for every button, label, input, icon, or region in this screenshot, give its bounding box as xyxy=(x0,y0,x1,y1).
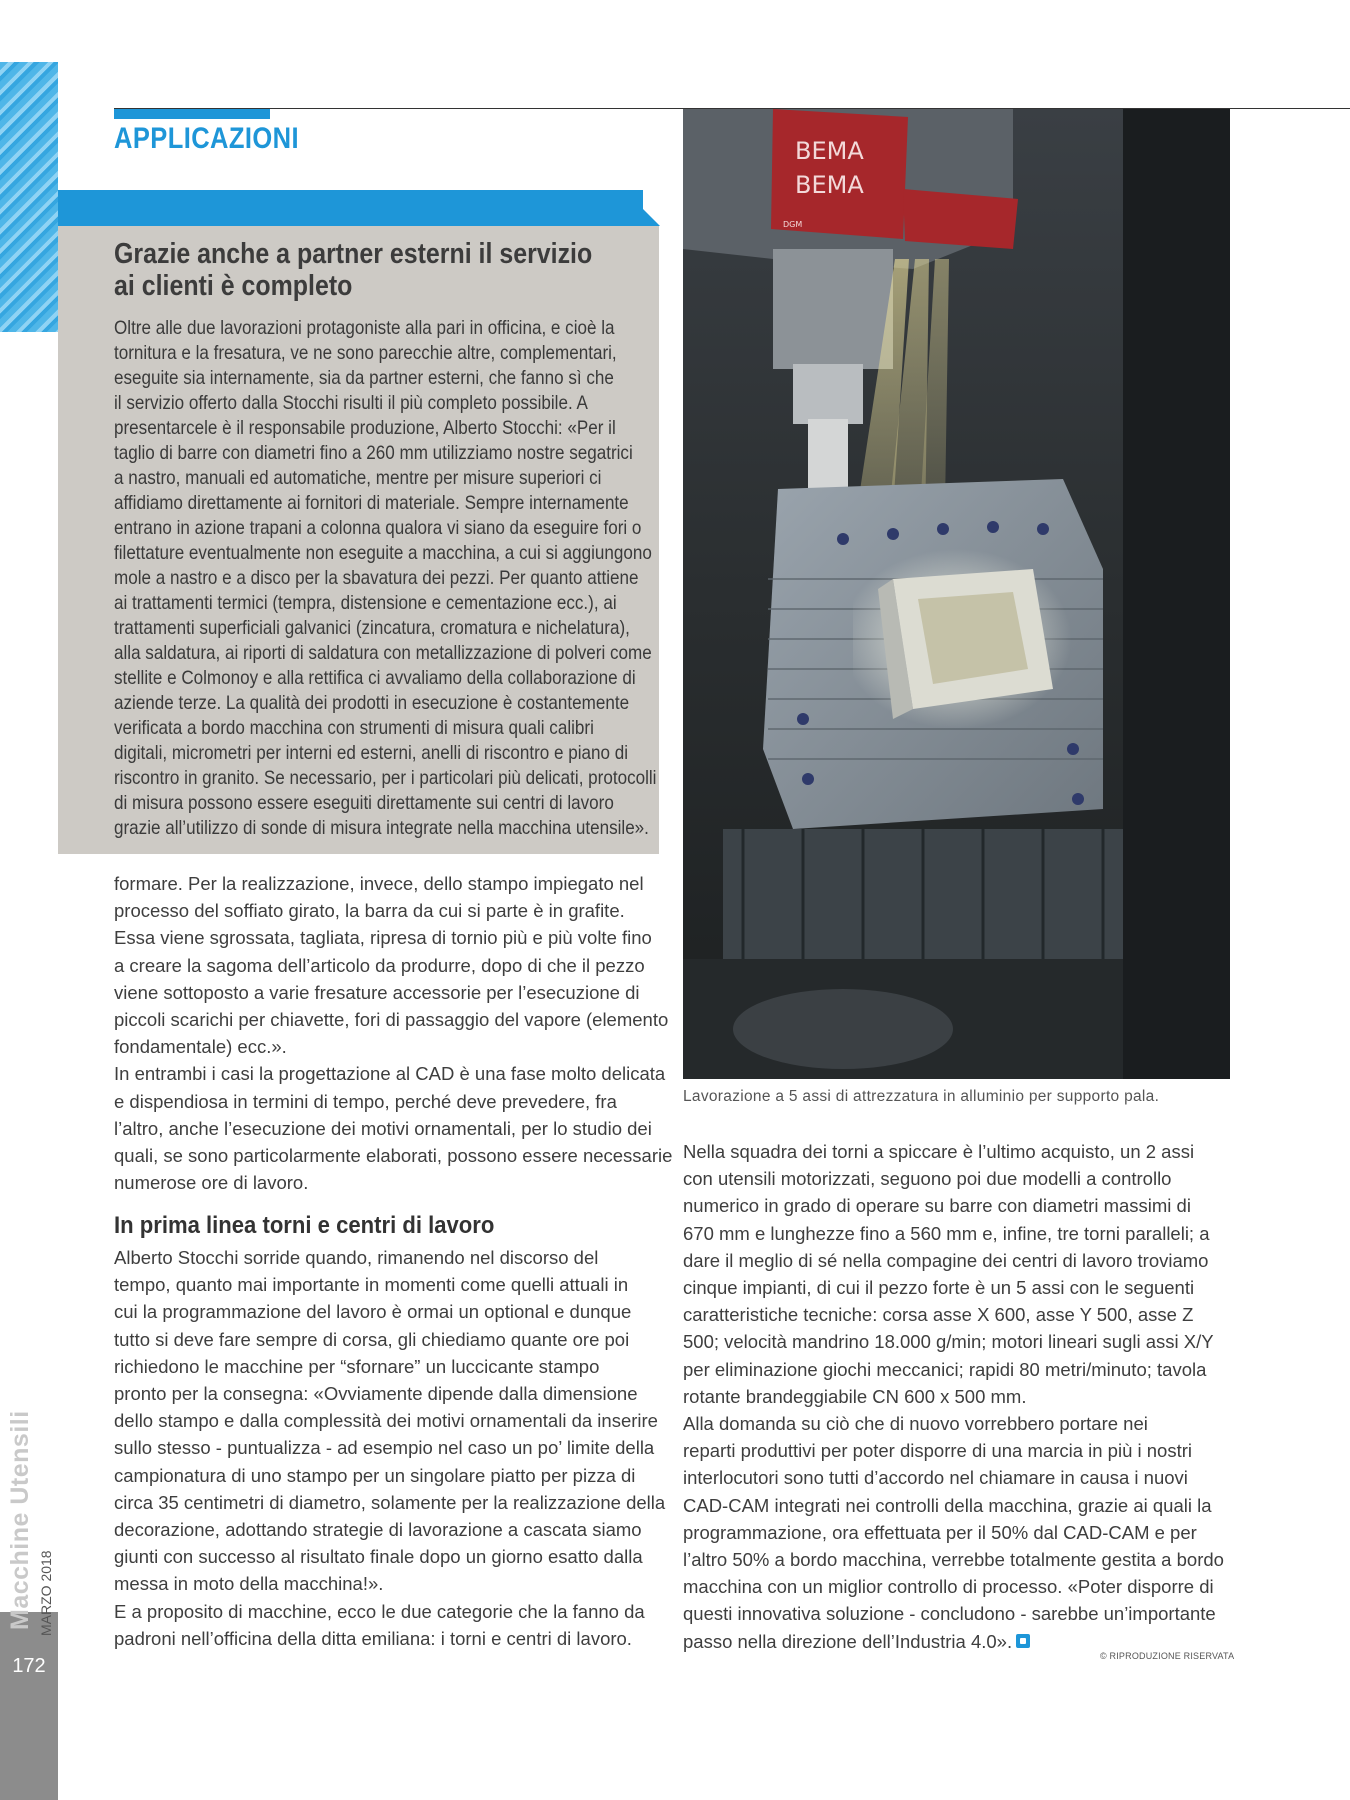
box-line: verificata a bordo macchina con strumenti di misura quali calibri xyxy=(114,717,594,739)
text-line: padroni nell’officina della ditta emiliana: i torni e centri di lavoro. xyxy=(114,1627,632,1649)
box-accent-band xyxy=(58,190,643,226)
text-line: messa in moto della macchina!». xyxy=(114,1573,384,1595)
box-line: alla saldatura, ai riporti di saldatura con metallizzazione di polveri come xyxy=(114,642,652,664)
text-line: 500; velocità mandrino 18.000 g/min; motori lineari sugli assi X/Y xyxy=(683,1331,1214,1353)
box-line: grazie all’utilizzo di sonde di misura integrate nella macchina utensile». xyxy=(114,817,649,839)
spine-decoration-blue xyxy=(0,62,58,332)
text-line: quali, se sono particolarmente elaborati, possono essere necessarie xyxy=(114,1145,673,1167)
text-line: cui la programmazione del lavoro è ormai un optional e dunque xyxy=(114,1301,632,1323)
box-line: filettature eventualmente non eseguite a macchina, a cui si aggiungono xyxy=(114,542,652,564)
text-line: numerico in grado di operare su barre con diametri massimi di xyxy=(683,1195,1191,1217)
box-line: tornitura e la fresatura, ve ne sono parecchie altre, complementari, xyxy=(114,342,617,364)
text-line: a creare la sagoma dell’articolo da produrre, dopo di che il pezzo xyxy=(114,954,645,976)
text-line: l’altro, anche l’esecuzione dei motivi ornamentali, per lo studio dei xyxy=(114,1117,652,1139)
section-label: APPLICAZIONI xyxy=(114,122,300,155)
box-line: a nastro, manuali ed automatiche, mentre per misure superiori ci xyxy=(114,467,602,489)
text-line: per eliminazione giochi meccanici; rapidi 80 metri/minuto; tavola xyxy=(683,1358,1207,1380)
box-line: il servizio offerto dalla Stocchi risulti il più completo possibile. A xyxy=(114,392,588,414)
text-line: Alla domanda su ciò che di nuovo vorrebbero portare nei xyxy=(683,1413,1148,1435)
text-line: rotante brandeggiabile CN 600 x 500 mm. xyxy=(683,1385,1027,1407)
text-line: fondamentale) ecc.». xyxy=(114,1036,287,1058)
text-line: cinque impianti, di cui il pezzo forte è un 5 assi con le seguenti xyxy=(683,1277,1195,1299)
section-bar xyxy=(114,109,270,119)
text-line: macchina con un miglior controllo di processo. «Poter disporre di xyxy=(683,1576,1214,1598)
text-line: l’altro 50% a bordo macchina, verrebbe totalmente gestita a bordo xyxy=(683,1549,1224,1571)
text-line: numerose ore di lavoro. xyxy=(114,1172,309,1194)
text-line: In entrambi i casi la progettazione al CAD è una fase molto delicata xyxy=(114,1063,666,1085)
text-line: E a proposito di macchine, ecco le due categorie che la fanno da xyxy=(114,1600,645,1622)
text-line: dello stampo e dalla complessità dei motivi ornamentali da inserire xyxy=(114,1410,658,1432)
box-line: stellite e Colmonoy e alla rettifica ci avvaliamo della collaborazione di xyxy=(114,667,636,689)
subheading: In prima linea torni e centri di lavoro xyxy=(114,1212,495,1239)
text-line: giunti con successo al risultato finale dopo un giorno esatto dalla xyxy=(114,1546,643,1568)
text-line: processo del soffiato girato, la barra da cui si parte è in grafite. xyxy=(114,900,625,922)
box-line: presentarcele è il responsabile produzione, Alberto Stocchi: «Per il xyxy=(114,417,616,439)
box-line: affidiamo direttamente ai fornitori di materiale. Sempre internamente xyxy=(114,492,629,514)
box-line: eseguite sia internamente, sia da partner esterni, che fanno sì che xyxy=(114,367,614,389)
left-column-bottom xyxy=(114,1244,664,1652)
box-line: riscontro in granito. Se necessario, per i particolari più delicati, protocolli xyxy=(114,767,657,789)
magazine-title: Macchine Utensili xyxy=(6,1410,34,1630)
box-line: mole a nastro e a disco per la sbavatura dei pezzi. Per quanto attiene xyxy=(114,567,639,589)
text-line: circa 35 centimetri di diametro, solamente per la realizzazione della xyxy=(114,1491,666,1513)
machining-photo-illustration xyxy=(683,109,1230,1079)
text-line: e dispendiosa in termini di tempo, perché deve prevedere, fra xyxy=(114,1090,617,1112)
left-column-top xyxy=(114,870,673,1196)
text-line: reparti produttivi per poter disporre di una marcia in più i nostri xyxy=(683,1440,1192,1462)
page-number-block xyxy=(0,1612,58,1800)
box-line: Oltre alle due lavorazioni protagoniste alla pari in officina, e cioè la xyxy=(114,317,615,339)
box-title xyxy=(114,238,630,302)
text-line: tempo, quanto mai importante in momenti come quelli attuali in xyxy=(114,1274,629,1296)
text-line: pronto per la consegna: «Ovviamente dipende dalla dimensione xyxy=(114,1383,638,1405)
right-column xyxy=(683,1138,1243,1655)
text-line: con utensili motorizzati, seguono poi due modelli a controllo xyxy=(683,1168,1172,1190)
box-line: entrano in azione trapani a colonna qualora vi siano da eseguire fori o xyxy=(114,517,642,539)
text-line: piccoli scarichi per chiavette, fori di passaggio del vapore (elemento xyxy=(114,1009,669,1031)
photo-label-small: DGM xyxy=(783,220,803,229)
machining-photo xyxy=(683,109,1230,1079)
text-line: Alberto Stocchi sorride quando, rimanendo nel discorso del xyxy=(114,1247,599,1268)
box-line: trattamenti superficiali galvanici (zincatura, cromatura e nichelatura), xyxy=(114,617,630,639)
photo-label-bema-2: BEMA xyxy=(795,171,864,199)
text-line: Essa viene sgrossata, tagliata, ripresa di tornio più e più volte fino xyxy=(114,927,652,949)
photo-caption: Lavorazione a 5 assi di attrezzatura in alluminio per supporto pala. xyxy=(683,1088,1160,1105)
page-number: 172 xyxy=(12,1655,46,1677)
end-of-article-icon xyxy=(1016,1634,1030,1648)
issue-date: MARZO 2018 xyxy=(38,1550,54,1636)
box-line: aziende terze. La qualità dei prodotti in esecuzione è costantemente xyxy=(114,692,630,714)
box-body xyxy=(114,316,657,841)
text-line: dare il meglio di sé nella compagine dei centri di lavoro troviamo xyxy=(683,1249,1209,1271)
text-line: richiedono le macchine per “sfornare” un luccicante stampo xyxy=(114,1355,600,1377)
text-line: formare. Per la realizzazione, invece, dello stampo impiegato nel xyxy=(114,873,644,894)
box-line: ai trattamenti termici (tempra, distensione e cementazione ecc.), ai xyxy=(114,592,617,614)
text-line: caratteristiche tecniche: corsa asse X 600, asse Y 500, asse Z xyxy=(683,1304,1194,1326)
text-line: tutto si deve fare sempre di corsa, gli chiediamo quante ore poi xyxy=(114,1328,630,1350)
text-line: 670 mm e lunghezze fino a 560 mm e, infine, tre torni paralleli; a xyxy=(683,1222,1210,1244)
last-line-text: passo nella direzione dell’Industria 4.0». xyxy=(683,1630,1013,1652)
text-line: CAD-CAM integrati nei controlli della macchina, grazie ai quali la xyxy=(683,1494,1212,1516)
box-line: di misura possono essere eseguiti direttamente sui centri di lavoro xyxy=(114,792,614,814)
copyright-notice: © RIPRODUZIONE RISERVATA xyxy=(1100,1651,1235,1661)
text-line: sullo stesso - puntualizza - ad esempio nel caso un po’ limite della xyxy=(114,1437,655,1459)
box-line: taglio di barre con diametri fino a 260 mm utilizziamo nostre segatrici xyxy=(114,442,633,464)
text-line: programmazione, ora effettuata per il 50% dal CAD-CAM e per xyxy=(683,1521,1197,1543)
text-line: campionatura di uno stampo per un singolare piatto per pizza di xyxy=(114,1464,636,1486)
photo-label-bema: BEMA xyxy=(795,137,864,165)
text-line: Nella squadra dei torni a spiccare è l’ultimo acquisto, un 2 assi xyxy=(683,1141,1195,1162)
box-title-line: Grazie anche a partner esterni il servizio xyxy=(114,238,593,270)
box-title-line: ai clienti è completo xyxy=(114,270,353,302)
text-line: decorazione, adottando strategie di lavorazione a cascata siamo xyxy=(114,1519,642,1541)
text-line: viene sottoposto a varie fresature accessorie per l’esecuzione di xyxy=(114,981,640,1003)
text-line: interlocutori sono tutti d’accordo nel chiamare in causa i nuovi xyxy=(683,1467,1188,1489)
box-line: digitali, micrometri per interni ed esterni, anelli di riscontro e piano di xyxy=(114,742,629,764)
text-line: questi innovativa soluzione - concludono - sarebbe un’importante xyxy=(683,1603,1216,1625)
